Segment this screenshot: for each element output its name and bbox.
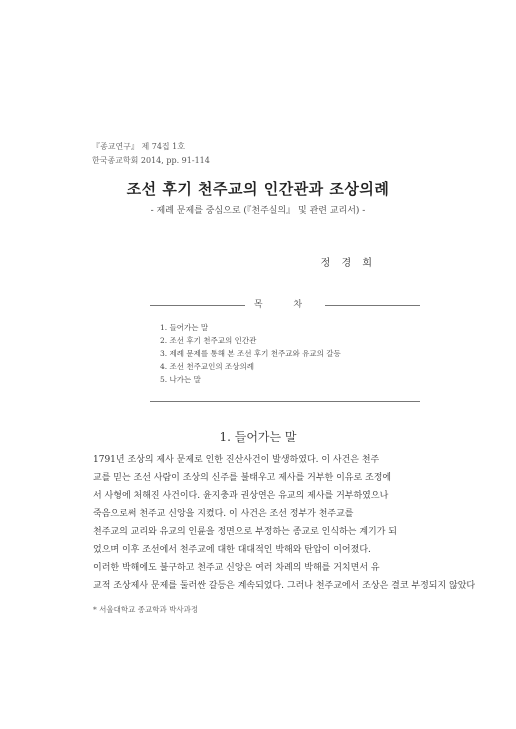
footnote: * 서울대학교 종교학과 박사과정 — [93, 605, 199, 614]
body-line: 이러한 박해에도 불구하고 천주교 신앙은 여러 차례의 박해를 거치면서 유 — [93, 563, 380, 573]
paper-title: 조선 후기 천주교의 인간관과 조상의례 — [126, 180, 390, 198]
toc-item: 2. 조선 후기 천주교의 인간관 — [160, 336, 257, 345]
toc-list — [160, 321, 341, 386]
body-line: 교를 믿는 조선 사람이 조상의 신주를 불태우고 제사를 거부한 이유로 조정에 — [93, 473, 392, 483]
journal-info — [92, 140, 210, 168]
body-line: 천주교의 교리와 유교의 인륜을 정면으로 부정하는 종교로 인식하는 계기가 되 — [93, 527, 397, 537]
toc-item: 5. 나가는 말 — [160, 375, 201, 384]
toc-item: 4. 조선 천주교인의 조상의례 — [160, 362, 255, 371]
body-line: 서 사형에 처해진 사건이다. 윤지충과 권상연은 유교의 제사를 거부하였으나 — [93, 491, 389, 501]
toc-divider-left — [150, 305, 245, 306]
body-line: 1791년 조상의 제사 문제로 인한 진산사건이 발생하였다. 이 사건은 천주 — [93, 455, 380, 465]
author-name: 정 경 희 — [320, 258, 376, 269]
toc-divider-bottom — [150, 401, 420, 402]
section-heading: 1. 들어가는 말 — [219, 430, 297, 444]
body-line: 었으며 이후 조선에서 천주교에 대한 대대적인 박해와 탄압이 이어졌다. — [93, 545, 371, 555]
journal-pages: 한국종교학회 2014, pp. 91-114 — [92, 156, 210, 165]
journal-volume: 『종교연구』 제 74집 1호 — [92, 142, 185, 151]
toc-item: 3. 제례 문제를 통해 본 조선 후기 천주교와 유교의 갈등 — [160, 349, 341, 358]
toc-divider-right — [325, 305, 420, 306]
paper-subtitle: - 제례 문제를 중심으로 (『천주실의』 및 관련 교리서) - — [150, 206, 366, 216]
toc-item: 1. 들어가는 말 — [160, 323, 209, 332]
body-line: 교적 조상제사 문제를 둘러싼 갈등은 계속되었다. 그러나 천주교에서 조상은 결코 부정되지 않았다 — [93, 581, 476, 591]
toc-heading: 목 차 — [253, 300, 317, 310]
body-line: 죽음으로써 천주교 신앙을 지켰다. 이 사건은 조선 정부가 천주교를 — [93, 509, 354, 519]
body-paragraph — [93, 451, 476, 595]
